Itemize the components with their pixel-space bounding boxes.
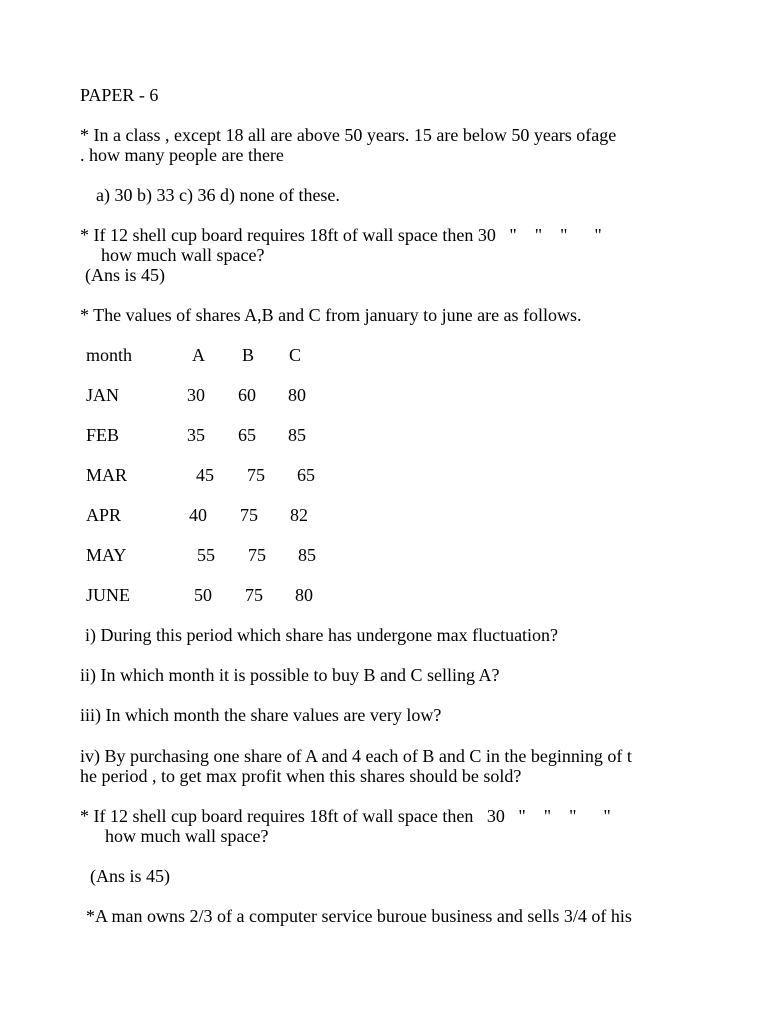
row-a-value: 45 xyxy=(196,465,214,485)
row-c-value: 80 xyxy=(295,585,313,605)
header-month: month xyxy=(86,345,133,365)
q2-answer: (Ans is 45) xyxy=(85,265,165,285)
row-c-value: 85 xyxy=(298,545,316,565)
q3-sub-iv-line2: he period , to get max profit when this shares should be sold? xyxy=(80,766,522,786)
row-b-value: 65 xyxy=(238,425,256,445)
row-b-value: 60 xyxy=(238,385,256,405)
q3-sub-ii: ii) In which month it is possible to buy B and C selling A? xyxy=(80,665,500,685)
row-b-value: 75 xyxy=(245,585,263,605)
q1-line1: * In a class , except 18 all are above 50 years. 15 are below 50 years ofage xyxy=(80,125,617,145)
page-title: PAPER - 6 xyxy=(80,85,159,105)
q5-line1: *A man owns 2/3 of a computer service buroue business and sells 3/4 of his xyxy=(86,906,632,926)
row-a-value: 35 xyxy=(187,425,205,445)
q1-options: a) 30 b) 33 c) 36 d) none of these. xyxy=(96,185,340,205)
row-a-value: 55 xyxy=(197,545,215,565)
q3-sub-iii: iii) In which month the share values are very low? xyxy=(80,705,442,725)
row-c-value: 80 xyxy=(288,385,306,405)
row-month: MAY xyxy=(86,545,127,565)
row-b-value: 75 xyxy=(240,505,258,525)
q3-sub-iv-line1: iv) By purchasing one share of A and 4 each of B and C in the beginning of t xyxy=(80,746,632,766)
q4-line2: how much wall space? xyxy=(105,826,269,846)
row-month: JUNE xyxy=(86,585,130,605)
row-b-value: 75 xyxy=(247,465,265,485)
row-month: APR xyxy=(86,505,122,525)
q3-intro: * The values of shares A,B and C from january to june are as follows. xyxy=(80,305,582,325)
row-b-value: 75 xyxy=(248,545,266,565)
header-c: C xyxy=(289,345,302,365)
q1-line2: . how many people are there xyxy=(80,145,284,165)
row-c-value: 82 xyxy=(290,505,308,525)
q2-line1: * If 12 shell cup board requires 18ft of wall space then 30 " " " " xyxy=(80,225,602,245)
q3-sub-i: i) During this period which share has undergone max fluctuation? xyxy=(85,625,559,645)
row-month: FEB xyxy=(86,425,120,445)
q4-answer: (Ans is 45) xyxy=(90,866,170,886)
row-a-value: 30 xyxy=(187,385,205,405)
header-a: A xyxy=(192,345,205,365)
row-a-value: 40 xyxy=(189,505,207,525)
row-month: JAN xyxy=(86,385,120,405)
q2-line2: how much wall space? xyxy=(101,245,265,265)
row-c-value: 85 xyxy=(288,425,306,445)
row-month: MAR xyxy=(86,465,128,485)
q4-line1: * If 12 shell cup board requires 18ft of wall space then 30 " " " " xyxy=(80,806,611,826)
header-b: B xyxy=(242,345,255,365)
row-a-value: 50 xyxy=(194,585,212,605)
row-c-value: 65 xyxy=(297,465,315,485)
